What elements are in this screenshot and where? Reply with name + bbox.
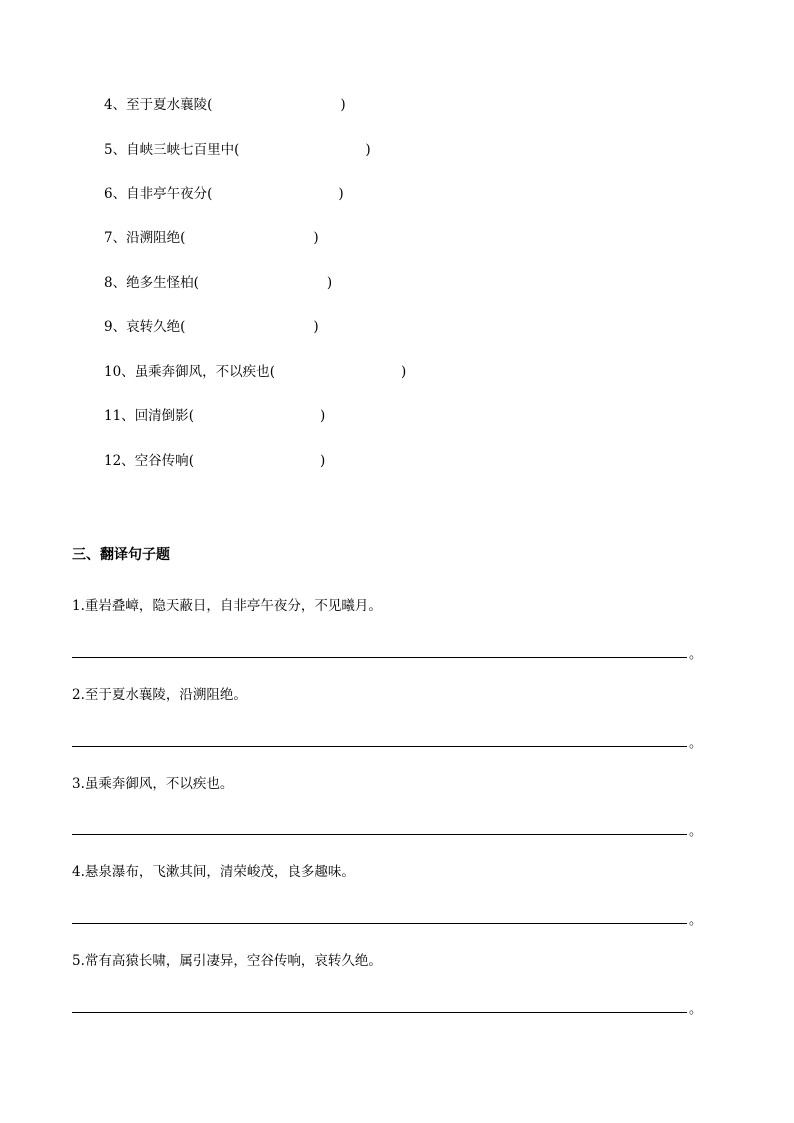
- open-paren: (: [188, 408, 194, 424]
- answer-line-3[interactable]: [72, 834, 687, 835]
- open-paren: (: [188, 453, 194, 469]
- item-number: 4、: [104, 97, 127, 113]
- answer-line-end-mark: 。: [689, 1002, 703, 1017]
- sentence-1: 1.重岩叠嶂，隐天蔽日，自非亭午夜分，不见曦月。: [72, 598, 382, 614]
- answer-line-end-mark: 。: [689, 736, 703, 751]
- open-paren: (: [207, 97, 213, 113]
- section-title: 三、翻译句子题: [72, 547, 170, 563]
- open-paren: (: [180, 319, 186, 335]
- item-phrase: 回清倒影: [134, 408, 189, 424]
- open-paren: (: [269, 364, 275, 380]
- open-paren: (: [207, 186, 213, 202]
- close-paren: ): [319, 453, 326, 469]
- open-paren: (: [234, 142, 240, 158]
- close-paren: ): [338, 186, 344, 202]
- item-number: 7、: [104, 230, 127, 246]
- sentence-2: 2.至于夏水襄陵，沿溯阻绝。: [72, 687, 247, 703]
- item-phrase: 空谷传响: [134, 453, 189, 469]
- close-paren: ): [319, 408, 326, 424]
- item-number: 10、: [104, 364, 135, 380]
- vocab-item-4: [104, 95, 346, 115]
- close-paren: ): [365, 142, 371, 158]
- vocab-item-6: [104, 184, 344, 204]
- item-phrase: 至于夏水襄陵: [126, 97, 208, 113]
- vocab-item-12: [104, 451, 325, 471]
- item-phrase: 哀转久绝: [126, 319, 181, 335]
- item-number: 8、: [104, 275, 127, 291]
- item-number: 11、: [104, 408, 135, 424]
- answer-line-end-mark: 。: [689, 913, 703, 928]
- vocab-item-5: [104, 140, 371, 160]
- item-phrase: 自非亭午夜分: [126, 186, 208, 202]
- item-number: 5、: [104, 142, 127, 158]
- answer-line-end-mark: 。: [689, 824, 703, 839]
- answer-line-5[interactable]: [72, 1012, 687, 1013]
- sentence-3: 3.虽乘奔御风，不以疾也。: [72, 776, 234, 792]
- item-phrase: 虽乘奔御风，不以疾也: [134, 364, 270, 380]
- open-paren: (: [180, 230, 186, 246]
- vocab-item-8: [104, 273, 332, 293]
- item-phrase: 自峡三峡七百里中: [126, 142, 235, 158]
- item-phrase: 绝多生怪柏: [126, 275, 194, 291]
- close-paren: ): [400, 364, 407, 380]
- close-paren: ): [313, 319, 319, 335]
- vocab-item-11: [104, 406, 325, 426]
- item-phrase: 沿溯阻绝: [126, 230, 181, 246]
- close-paren: ): [313, 230, 319, 246]
- vocab-item-7: [104, 228, 319, 248]
- close-paren: ): [326, 275, 333, 291]
- close-paren: ): [340, 97, 346, 113]
- answer-line-1[interactable]: [72, 657, 687, 658]
- item-number: 9、: [104, 319, 127, 335]
- item-number: 12、: [104, 453, 135, 469]
- item-number: 6、: [104, 186, 127, 202]
- answer-line-4[interactable]: [72, 923, 687, 924]
- answer-line-2[interactable]: [72, 746, 687, 747]
- sentence-5: 5.常有高猿长啸，属引凄异，空谷传响，哀转久绝。: [72, 953, 382, 969]
- sentence-4: 4.悬泉瀑布，飞漱其间，清荣峻茂，良多趣味。: [72, 864, 355, 880]
- vocab-item-9: [104, 317, 319, 337]
- open-paren: (: [193, 275, 199, 291]
- vocab-item-10: [104, 362, 406, 382]
- answer-line-end-mark: 。: [689, 647, 703, 662]
